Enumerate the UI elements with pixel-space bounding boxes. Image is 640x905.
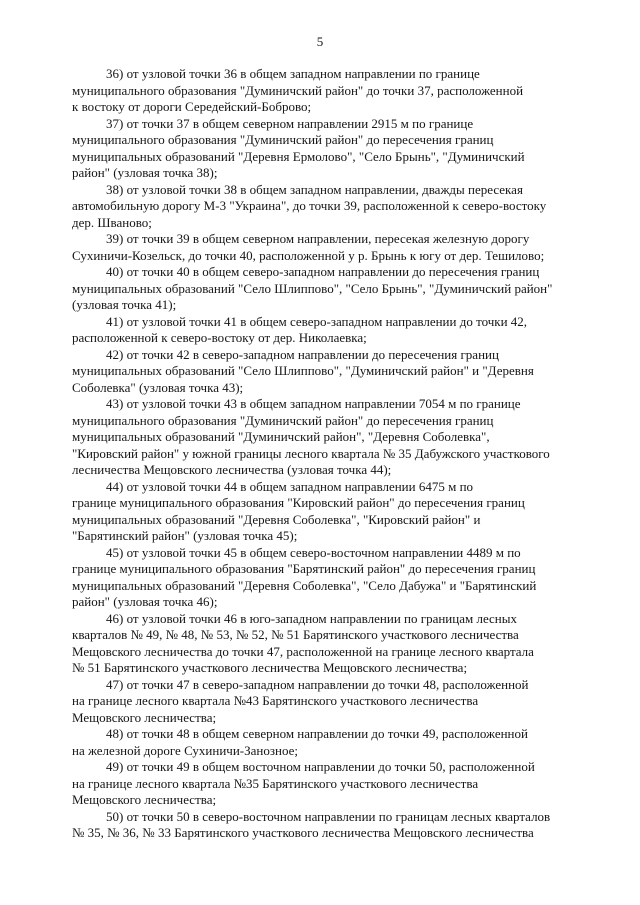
paragraph-50: 50) от точки 50 в северо-восточном направлении по границам лесных кварталов № 35, № 36, № 33 Барятинского участкового лесничества Мещовского лесничества bbox=[72, 808, 551, 840]
paragraph-46: 46) от узловой точки 46 в юго-западном направлении по границам лесных кварталов № 49, № 48, № 53, № 52, № 51 Барятинского участкового лесничества Мещовского лесничества до точки 47, расположенной на границе лесного квартала № 51 Барятинского участкового лесничества Мещовского лесничества; bbox=[72, 610, 534, 675]
paragraph-43: 43) от узловой точки 43 в общем западном направлении 7054 м по границе муниципального образования "Думиничский район" до пересечения границ муниципальных образований "Думиничский район", "Деревня Соболевка", "Кировский район" у южной границы лесного квартала № 35 Дабужского участкового лесничества Мещовского лесничества (узловая точка 44); bbox=[72, 396, 550, 477]
paragraph-42: 42) от точки 42 в северо-западном направлении до пересечения границ муниципальных образований "Село Шлиппово", "Думиничский район" и "Деревня Соболевка" (узловая точка 43); bbox=[72, 346, 534, 395]
paragraph-36: 36) от узловой точки 36 в общем западном направлении по границе муниципального образования "Думиничский район" до точки 37, расположенной к востоку от дороги Середейский-Боброво; bbox=[72, 66, 524, 114]
paragraph-47: 47) от точки 47 в северо-западном направлении до точки 48, расположенной на границе лесного квартала №43 Барятинского участкового лесничества Мещовского лесничества; bbox=[72, 676, 529, 725]
document-body bbox=[72, 66, 584, 842]
paragraph-44: 44) от узловой точки 44 в общем западном направлении 6475 м по границе муниципального образования "Кировский район" до пересечения границ муниципальных образований "Деревня Соболевка", "Кировский район" и "Барятинский район" (узловая точка 45); bbox=[72, 478, 525, 543]
paragraph-48: 48) от точки 48 в общем северном направлении до точки 49, расположенной на железной дороге Сухиничи-Занозное; bbox=[72, 726, 528, 758]
paragraph-45: 45) от узловой точки 45 в общем северо-восточном направлении 4489 м по границе муниципального образования "Барятинский район" до пересечения границ муниципальных образований "Деревня Соболевка", "Село Дабужа" и "Барятинский район" (узловая точка 46); bbox=[72, 544, 537, 609]
paragraph-39: 39) от точки 39 в общем северном направлении, пересекая железную дорогу Сухиничи-Козельск, до точки 40, расположенной у р. Брынь к югу от дер. Тешилово; bbox=[72, 231, 545, 263]
paragraph-38: 38) от узловой точки 38 в общем западном направлении, дважды пересекая автомобильную дорогу М-3 "Украина", до точки 39, расположенной к северо-востоку дер. Шваново; bbox=[72, 181, 547, 230]
page-number: 5 bbox=[316, 34, 324, 49]
paragraph-40: 40) от точки 40 в общем северо-западном направлении до пересечения границ муниципальных образований "Село Шлиппово", "Село Брынь", "Думиничский район" (узловая точка 41); bbox=[72, 264, 553, 312]
paragraph-37: 37) от точки 37 в общем северном направлении 2915 м по границе муниципального образования "Думиничский район" до пересечения границ муниципальных образований "Деревня Ермолово", "Село Брынь", "Думиничский район" (узловая точка 38); bbox=[72, 115, 525, 180]
paragraph-41: 41) от узловой точки 41 в общем северо-западном направлении до точки 42, расположенной к северо-востоку от дер. Николаевка; bbox=[72, 313, 528, 345]
paragraph-49: 49) от точки 49 в общем восточном направлении до точки 50, расположенной на границе лесного квартала №35 Барятинского участкового лесничества Мещовского лесничества; bbox=[72, 759, 535, 807]
